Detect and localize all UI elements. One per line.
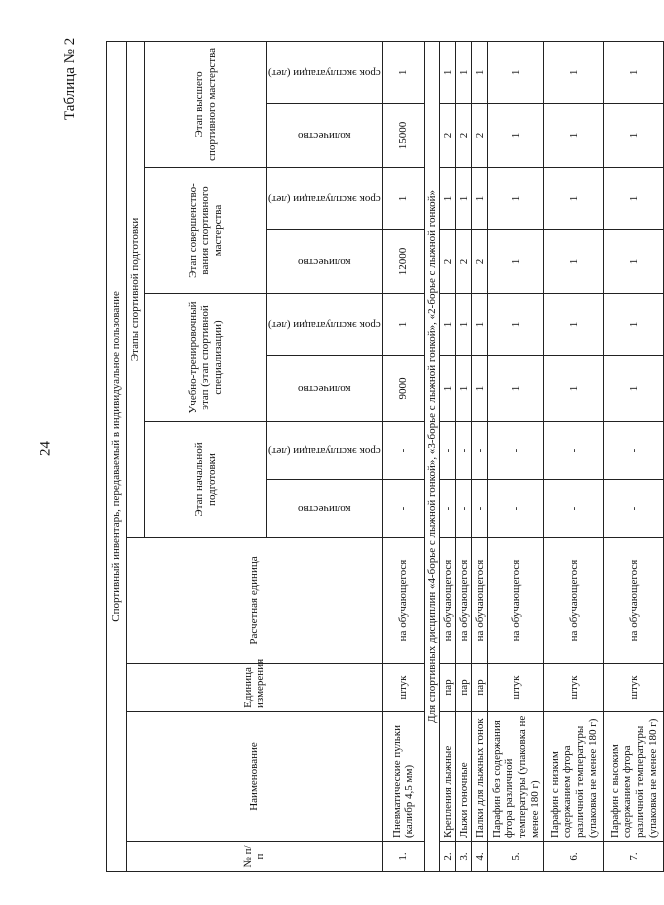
row-value: - [382, 480, 424, 538]
row-calc-unit: на обучающегося [382, 538, 424, 664]
row-name: Крепления лыжные [440, 712, 456, 842]
row-value: 1 [544, 230, 604, 294]
row-value: 1 [544, 41, 604, 103]
col-calc-unit-header: Расчетная единица [127, 538, 383, 664]
row-value: 2 [456, 230, 472, 294]
row-value: - [488, 422, 544, 480]
sub-header-qty [267, 104, 383, 168]
row-value: - [604, 480, 664, 538]
row-value: 1 [544, 168, 604, 230]
row-value: 1 [604, 104, 664, 168]
row-value: - [488, 480, 544, 538]
row-unit: штук [382, 664, 424, 712]
row-name: Парафин с низким содержанием фтора различной температуры (упаковка не менее 180 г) [544, 712, 604, 842]
sub-header-qty [267, 356, 383, 422]
row-name: Пневматические пульки (калибр 4,5 мм) [382, 712, 424, 842]
row-calc-unit: на обучающегося [488, 538, 544, 664]
row-number: 1. [382, 842, 424, 872]
row-value: - [440, 480, 456, 538]
row-value: - [544, 480, 604, 538]
row-value: 1 [472, 168, 488, 230]
row-value: 1 [456, 356, 472, 422]
row-name: Лыжи гоночные [456, 712, 472, 842]
row-value: 1 [472, 356, 488, 422]
sub-header-qty [267, 230, 383, 294]
stage-header-improvement: Этап совершенство-вания спортивного мастерства [145, 168, 267, 294]
row-value: 1 [488, 356, 544, 422]
row-unit: штук [544, 664, 604, 712]
row-value: - [382, 422, 424, 480]
equipment-table [106, 41, 664, 872]
col-name-header: Наименование [127, 712, 383, 842]
sub-header-term [267, 422, 383, 480]
row-value: 1 [488, 230, 544, 294]
row-value: 1 [604, 168, 664, 230]
table-row [440, 41, 456, 871]
row-unit: пар [456, 664, 472, 712]
sub-header-term [267, 168, 383, 230]
sub-header-term-text: срок эксплуатации (лет) [268, 318, 381, 331]
row-value: 2 [456, 104, 472, 168]
stage-header-training: Учебно-тренировочный этап (этап спортивной специализации) [145, 294, 267, 422]
row-value: 1 [604, 356, 664, 422]
row-value: 2 [472, 230, 488, 294]
row-value: 1 [440, 41, 456, 103]
row-unit: пар [440, 664, 456, 712]
row-value: 1 [382, 41, 424, 103]
sub-header-qty-text: количество [298, 129, 351, 142]
row-value: 2 [440, 104, 456, 168]
table-main-header: Спортивный инвентарь, передаваемый в индивидуальное пользование [107, 41, 127, 871]
row-value: 1 [544, 104, 604, 168]
col-unit-header: Единица измерения [127, 664, 383, 712]
sub-header-qty-text: количество [298, 382, 351, 395]
row-calc-unit: на обучающегося [544, 538, 604, 664]
row-value: - [544, 422, 604, 480]
sub-header-term [267, 41, 383, 103]
row-number: 5. [488, 842, 544, 872]
table-row [382, 41, 424, 871]
page-number: 24 [37, 441, 54, 456]
table-row [544, 41, 604, 871]
row-value: 1 [440, 356, 456, 422]
row-value: 12000 [382, 230, 424, 294]
row-number: 2. [440, 842, 456, 872]
row-name: Парафин с высоким содержанием фтора различной температуры (упаковка не менее 180 г) [604, 712, 664, 842]
row-value: - [472, 480, 488, 538]
row-value: - [440, 422, 456, 480]
sub-header-term [267, 294, 383, 356]
row-value: 1 [382, 294, 424, 356]
row-value: 9000 [382, 356, 424, 422]
row-number: 6. [544, 842, 604, 872]
row-value: 15000 [382, 104, 424, 168]
row-value: 1 [488, 168, 544, 230]
stage-header-initial: Этап начальной подготовки [145, 422, 267, 538]
row-value: 2 [440, 230, 456, 294]
row-calc-unit: на обучающегося [440, 538, 456, 664]
row-name: Палки для лыжных гонок [472, 712, 488, 842]
rotated-table-container [106, 42, 659, 872]
sub-header-term-text: срок эксплуатации (лет) [268, 66, 381, 79]
table-label: Таблица № 2 [62, 37, 78, 120]
table-row [472, 41, 488, 871]
row-value: 1 [456, 294, 472, 356]
row-value: 1 [604, 230, 664, 294]
row-value: 1 [472, 41, 488, 103]
row-value: - [456, 480, 472, 538]
row-value: - [456, 422, 472, 480]
table-row [456, 41, 472, 871]
row-value: 1 [440, 294, 456, 356]
row-value: - [604, 422, 664, 480]
stages-group-header: Этапы спортивной подготовки [127, 41, 145, 537]
row-value: 1 [604, 294, 664, 356]
row-unit: штук [604, 664, 664, 712]
row-number: 7. [604, 842, 664, 872]
table-row [488, 41, 544, 871]
row-value: 1 [604, 41, 664, 103]
sub-header-term-text: срок эксплуатации (лет) [268, 444, 381, 457]
table-row [604, 41, 664, 871]
row-calc-unit: на обучающегося [604, 538, 664, 664]
row-value: 1 [456, 168, 472, 230]
row-value: 1 [488, 41, 544, 103]
row-calc-unit: на обучающегося [456, 538, 472, 664]
row-name: Парафин без содержания фтора различной температуры (упаковка не менее 180 г) [488, 712, 544, 842]
row-value: 1 [488, 104, 544, 168]
row-value: 1 [456, 41, 472, 103]
row-unit: пар [472, 664, 488, 712]
row-unit: штук [488, 664, 544, 712]
row-value: 1 [544, 356, 604, 422]
row-number: 3. [456, 842, 472, 872]
row-value: 1 [440, 168, 456, 230]
row-value: 1 [544, 294, 604, 356]
row-value: 1 [488, 294, 544, 356]
row-number: 4. [472, 842, 488, 872]
section-title: Для спортивных дисциплин «4-борье с лыжной гонкой», «3-борье с лыжной гонкой», «2-борье с лыжной гонкой» [424, 41, 440, 871]
sub-header-term-text: срок эксплуатации (лет) [268, 192, 381, 205]
sub-header-qty-text: количество [298, 255, 351, 268]
sub-header-qty-text: количество [298, 502, 351, 515]
row-value: - [472, 422, 488, 480]
row-value: 1 [472, 294, 488, 356]
row-value: 1 [382, 168, 424, 230]
stage-header-higher: Этап высшего спортивного мастерства [145, 41, 267, 167]
row-value: 2 [472, 104, 488, 168]
col-number-header: № п/п [127, 842, 383, 872]
sub-header-qty [267, 480, 383, 538]
row-calc-unit: на обучающегося [472, 538, 488, 664]
